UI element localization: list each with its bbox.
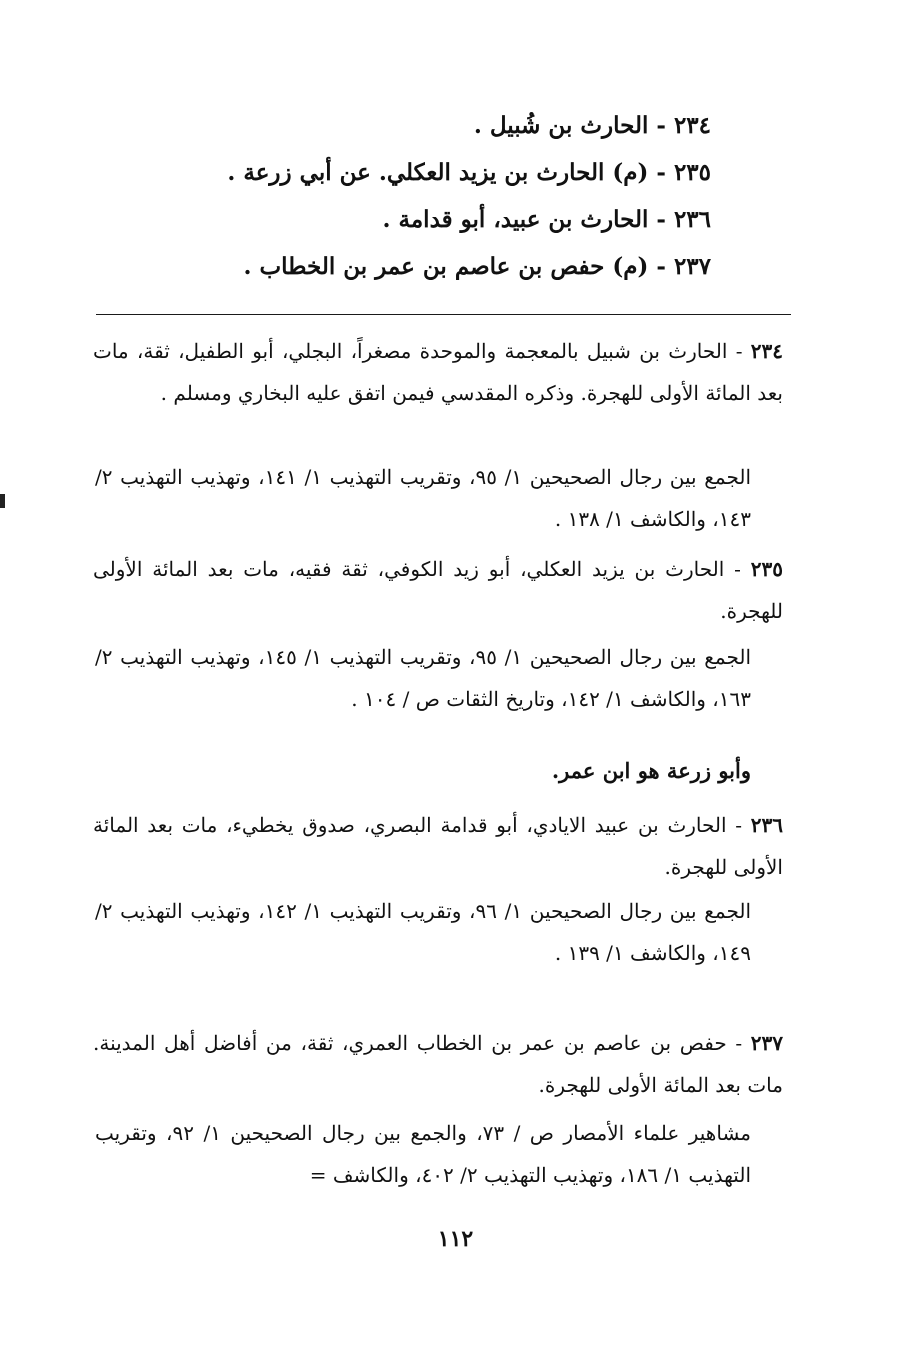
- entry-text: - الحارث بن شبيل بالمعجمة والموحدة مصغراً، البجلي، أبو الطفيل، ثقة، مات بعد المائة الأولى للهجرة. وذكره المقدسي فيمن اتفق عليه البخاري ومسلم .: [93, 339, 783, 405]
- footnote-references-235: الجمع بين رجال الصحيحين ١/ ٩٥، وتقريب التهذيب ١/ ١٤٥، وتهذيب التهذيب ٢/ ١٦٣، والكاشف ١/ ١٤٢، وتاريخ الثقات ص / ١٠٤ .: [95, 645, 751, 711]
- heading-236: ٢٣٦ - الحارث بن عبيد، أبو قدامة .: [382, 206, 711, 233]
- entry-headings: [191, 102, 711, 290]
- entry-text: - الحارث بن عبيد الايادي، أبو قدامة البصري، صدوق يخطيء، مات بعد المائة الأولى للهجرة.: [93, 813, 783, 879]
- page-number: ١١٢: [437, 1226, 474, 1252]
- footnote-divider: [96, 314, 791, 315]
- footnote-entry-236: [93, 804, 783, 888]
- entry-number: ٢٣٧: [750, 1031, 783, 1055]
- footnote-references-237: مشاهير علماء الأمصار ص / ٧٣، والجمع بين رجال الصحيحين ١/ ٩٢، وتقريب التهذيب ١/ ١٨٦، وتهذيب التهذيب ٢/ ٤٠٢، والكاشف =: [95, 1121, 751, 1187]
- footnote-entry-237: [93, 1022, 783, 1106]
- footnote-entry-234: [93, 330, 783, 414]
- footnote-references-234: الجمع بين رجال الصحيحين ١/ ٩٥، وتقريب التهذيب ١/ ١٤١، وتهذيب التهذيب ٢/ ١٤٣، والكاشف ١/ ١٣٨ .: [95, 465, 751, 531]
- entry-number: ٢٣٤: [750, 339, 783, 363]
- entry-text: - حفص بن عاصم بن عمر بن الخطاب العمري، ثقة، من أفاضل أهل المدينة. مات بعد المائة الأولى للهجرة.: [93, 1031, 783, 1097]
- entry-number: ٢٣٥: [750, 557, 783, 581]
- footnote-entry-235: [93, 548, 783, 632]
- footnote-references-236: الجمع بين رجال الصحيحين ١/ ٩٦، وتقريب التهذيب ١/ ١٤٢، وتهذيب التهذيب ٢/ ١٤٩، والكاشف ١/ ١٣٩ .: [95, 899, 751, 965]
- entry-text: - الحارث بن يزيد العكلي، أبو زيد الكوفي، ثقة فقيه، مات بعد المائة الأولى للهجرة.: [93, 557, 783, 623]
- entry-number: ٢٣٦: [750, 813, 784, 837]
- heading-237: ٢٣٧ - (م) حفص بن عاصم بن عمر بن الخطاب .: [243, 253, 711, 280]
- margin-mark: [0, 494, 5, 508]
- footnote-note: وأبو زرعة هو ابن عمر.: [551, 758, 751, 783]
- heading-234: ٢٣٤ - الحارث بن شُبيل .: [473, 112, 711, 139]
- heading-235: ٢٣٥ - (م) الحارث بن يزيد العكلي. عن أبي زرعة .: [227, 159, 711, 186]
